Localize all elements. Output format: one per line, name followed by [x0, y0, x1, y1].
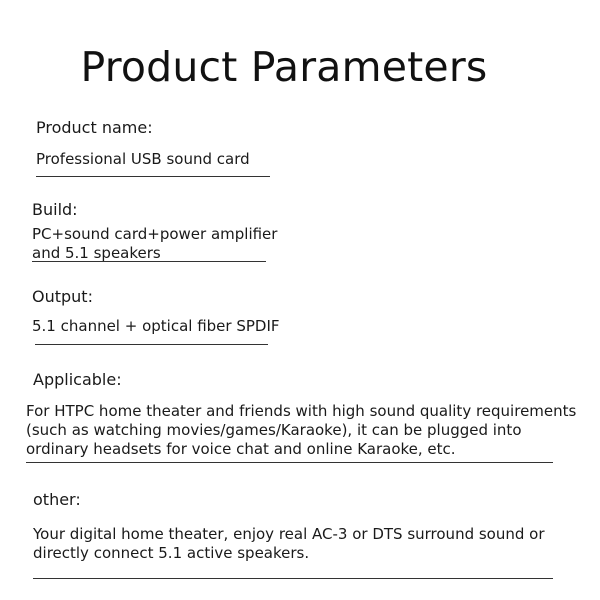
build-underline [32, 261, 266, 262]
product-name-label: Product name: [36, 118, 153, 137]
build-value-line-2: and 5.1 speakers [32, 244, 161, 262]
other-value-line-1: Your digital home theater, enjoy real AC-3 or DTS surround sound or [33, 525, 545, 543]
applicable-value-line-1: For HTPC home theater and friends with high sound quality requirements [26, 402, 577, 420]
output-label: Output: [32, 287, 93, 306]
output-value: 5.1 channel + optical fiber SPDIF [32, 317, 280, 335]
other-label: other: [33, 490, 81, 509]
applicable-label: Applicable: [33, 370, 122, 389]
applicable-value-line-2: (such as watching movies/games/Karaoke), it can be plugged into [26, 421, 522, 439]
other-underline [33, 578, 553, 579]
build-value-line-1: PC+sound card+power amplifier [32, 225, 278, 243]
output-underline [35, 344, 268, 345]
other-value-line-2: directly connect 5.1 active speakers. [33, 544, 310, 562]
product-name-underline [36, 176, 270, 177]
applicable-value-line-3: ordinary headsets for voice chat and online Karaoke, etc. [26, 440, 456, 458]
page-title: Product Parameters [80, 43, 488, 92]
product-name-value: Professional USB sound card [36, 150, 250, 168]
applicable-underline [26, 462, 553, 463]
build-label: Build: [32, 200, 78, 219]
